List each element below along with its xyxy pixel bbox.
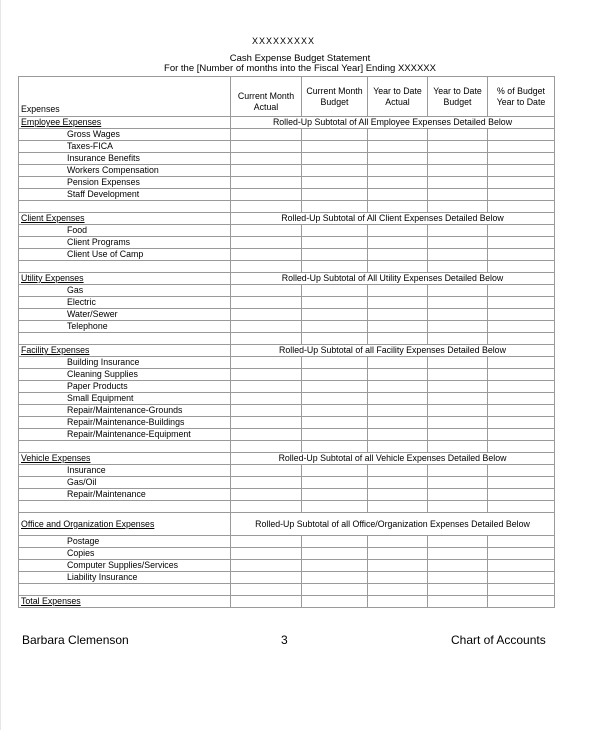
table-cell — [428, 129, 488, 141]
table-cell — [428, 201, 488, 213]
table-cell — [428, 189, 488, 201]
table-row — [19, 548, 555, 560]
spacer-row — [19, 501, 555, 513]
table-cell — [368, 321, 428, 333]
document-title: Cash Expense Budget Statement — [229, 53, 371, 64]
line-item-label: Staff Development — [19, 189, 231, 201]
line-item-label: Computer Supplies/Services — [19, 560, 231, 572]
table-cell — [368, 141, 428, 153]
table-cell — [368, 261, 428, 273]
line-item-label: Insurance Benefits — [19, 153, 231, 165]
table-cell — [368, 381, 428, 393]
table-cell — [428, 405, 488, 417]
line-item-label: Client Programs — [19, 237, 231, 249]
table-row — [19, 129, 555, 141]
table-cell — [488, 261, 555, 273]
table-cell — [302, 285, 368, 297]
table-cell — [231, 177, 302, 189]
table-cell — [19, 201, 231, 213]
table-cell — [231, 261, 302, 273]
table-cell — [302, 357, 368, 369]
table-row — [19, 357, 555, 369]
table-cell — [428, 141, 488, 153]
table-row — [19, 225, 555, 237]
table-cell — [19, 584, 231, 596]
table-cell — [428, 417, 488, 429]
table-cell — [428, 321, 488, 333]
table-row — [19, 153, 555, 165]
table-cell — [488, 441, 555, 453]
table-cell — [231, 596, 302, 608]
table-cell — [368, 165, 428, 177]
table-cell — [428, 165, 488, 177]
table-cell — [231, 129, 302, 141]
table-cell — [428, 369, 488, 381]
table-cell — [302, 297, 368, 309]
table-cell — [368, 489, 428, 501]
table-cell — [302, 129, 368, 141]
table-cell — [368, 465, 428, 477]
footer-author: Barbara Clemenson — [22, 633, 129, 647]
table-cell — [428, 441, 488, 453]
table-cell — [488, 285, 555, 297]
table-cell — [302, 321, 368, 333]
table-cell — [428, 261, 488, 273]
table-cell — [428, 465, 488, 477]
line-item-label: Insurance — [19, 465, 231, 477]
table-cell — [231, 309, 302, 321]
table-cell — [302, 141, 368, 153]
section-label: Facility Expenses — [19, 345, 231, 357]
table-cell — [428, 572, 488, 584]
line-item-label: Client Use of Camp — [19, 249, 231, 261]
table-cell — [428, 297, 488, 309]
table-cell — [368, 596, 428, 608]
col-header-ytd-actual: Year to Date Actual — [368, 77, 428, 117]
table-cell — [302, 201, 368, 213]
table-cell — [231, 225, 302, 237]
table-cell — [231, 560, 302, 572]
table-cell — [231, 405, 302, 417]
section-subtotal-note: Rolled-Up Subtotal of All Utility Expenses Detailed Below — [231, 273, 555, 285]
table-cell — [302, 261, 368, 273]
line-item-label: Gas — [19, 285, 231, 297]
table-cell — [488, 153, 555, 165]
table-cell — [488, 333, 555, 345]
table-cell — [488, 249, 555, 261]
section-label: Employee Expenses — [19, 117, 231, 129]
table-row — [19, 285, 555, 297]
table-cell — [302, 441, 368, 453]
table-cell — [231, 189, 302, 201]
table-cell — [428, 393, 488, 405]
line-item-label: Telephone — [19, 321, 231, 333]
table-cell — [302, 584, 368, 596]
table-cell — [231, 249, 302, 261]
table-cell — [231, 369, 302, 381]
table-cell — [368, 177, 428, 189]
section-subtotal-note: Rolled-Up Subtotal of all Vehicle Expenses Detailed Below — [231, 453, 555, 465]
table-cell — [488, 297, 555, 309]
table-cell — [19, 261, 231, 273]
table-row — [19, 405, 555, 417]
table-cell — [428, 285, 488, 297]
table-cell — [428, 357, 488, 369]
table-cell — [428, 237, 488, 249]
line-item-label: Workers Compensation — [19, 165, 231, 177]
table-row — [19, 381, 555, 393]
line-item-label: Water/Sewer — [19, 309, 231, 321]
table-cell — [231, 465, 302, 477]
table-cell — [368, 309, 428, 321]
table-row — [19, 297, 555, 309]
table-cell — [302, 369, 368, 381]
table-cell — [488, 189, 555, 201]
table-cell — [488, 477, 555, 489]
table-cell — [428, 225, 488, 237]
table-row — [19, 477, 555, 489]
section-subtotal-note: Rolled-Up Subtotal of All Client Expenses Detailed Below — [231, 213, 555, 225]
table-cell — [428, 333, 488, 345]
line-item-label: Paper Products — [19, 381, 231, 393]
table-cell — [302, 465, 368, 477]
table-cell — [231, 536, 302, 548]
col-header-expenses: Expenses — [19, 77, 231, 117]
line-item-label: Food — [19, 225, 231, 237]
section-label: Vehicle Expenses — [19, 453, 231, 465]
table-cell — [368, 477, 428, 489]
table-row — [19, 465, 555, 477]
table-cell — [368, 405, 428, 417]
footer-page-number: 3 — [281, 633, 288, 647]
table-cell — [488, 309, 555, 321]
table-cell — [368, 249, 428, 261]
line-item-label: Pension Expenses — [19, 177, 231, 189]
table-cell — [428, 153, 488, 165]
table-cell — [488, 405, 555, 417]
table-cell — [231, 357, 302, 369]
table-cell — [488, 417, 555, 429]
table-cell — [231, 429, 302, 441]
section-label: Client Expenses — [19, 213, 231, 225]
table-row — [19, 429, 555, 441]
table-cell — [488, 177, 555, 189]
col-header-pct-budget-ytd: % of Budget Year to Date — [488, 77, 555, 117]
table-cell — [488, 548, 555, 560]
spacer-row — [19, 201, 555, 213]
table-cell — [231, 501, 302, 513]
table-cell — [302, 333, 368, 345]
table-cell — [231, 393, 302, 405]
table-cell — [231, 285, 302, 297]
table-cell — [302, 189, 368, 201]
table-cell — [428, 249, 488, 261]
table-cell — [231, 141, 302, 153]
spacer-row — [19, 333, 555, 345]
section-header-row — [19, 117, 555, 129]
line-item-label: Electric — [19, 297, 231, 309]
table-cell — [428, 489, 488, 501]
table-cell — [302, 596, 368, 608]
table-cell — [231, 165, 302, 177]
table-row — [19, 393, 555, 405]
spacer-row — [19, 584, 555, 596]
section-subtotal-note: Rolled-Up Subtotal of All Employee Expenses Detailed Below — [231, 117, 555, 129]
table-cell — [488, 489, 555, 501]
table-cell — [231, 417, 302, 429]
table-cell — [302, 548, 368, 560]
table-cell — [19, 333, 231, 345]
section-header-row — [19, 513, 555, 536]
table-cell — [428, 536, 488, 548]
table-cell — [231, 441, 302, 453]
table-row — [19, 489, 555, 501]
table-cell — [488, 129, 555, 141]
table-cell — [231, 381, 302, 393]
col-header-current-month-budget: Current Month Budget — [302, 77, 368, 117]
col-header-ytd-budget: Year to Date Budget — [428, 77, 488, 117]
table-cell — [368, 501, 428, 513]
table-row — [19, 237, 555, 249]
table-cell — [302, 501, 368, 513]
table-cell — [368, 333, 428, 345]
line-item-label: Repair/Maintenance-Buildings — [19, 417, 231, 429]
table-row — [19, 572, 555, 584]
budget-table — [18, 76, 555, 608]
col-header-current-month-actual: Current Month Actual — [231, 77, 302, 117]
table-cell — [368, 201, 428, 213]
line-item-label: Gas/Oil — [19, 477, 231, 489]
table-cell — [368, 285, 428, 297]
table-cell — [368, 237, 428, 249]
table-cell — [302, 489, 368, 501]
table-cell — [231, 584, 302, 596]
table-cell — [368, 357, 428, 369]
table-cell — [231, 201, 302, 213]
line-item-label: Building Insurance — [19, 357, 231, 369]
table-cell — [488, 596, 555, 608]
table-cell — [302, 237, 368, 249]
table-cell — [368, 536, 428, 548]
table-cell — [488, 141, 555, 153]
table-row — [19, 309, 555, 321]
table-cell — [302, 429, 368, 441]
table-row — [19, 417, 555, 429]
section-header-row — [19, 345, 555, 357]
line-item-label: Taxes-FICA — [19, 141, 231, 153]
line-item-label: Copies — [19, 548, 231, 560]
table-cell — [302, 536, 368, 548]
table-cell — [302, 417, 368, 429]
table-row — [19, 141, 555, 153]
table-cell — [368, 297, 428, 309]
table-cell — [368, 560, 428, 572]
table-cell — [428, 177, 488, 189]
table-cell — [231, 489, 302, 501]
table-cell — [19, 441, 231, 453]
table-cell — [231, 297, 302, 309]
table-cell — [302, 249, 368, 261]
line-item-label: Postage — [19, 536, 231, 548]
table-cell — [488, 369, 555, 381]
table-cell — [231, 237, 302, 249]
table-cell — [488, 237, 555, 249]
table-row — [19, 369, 555, 381]
table-cell — [368, 584, 428, 596]
table-cell — [428, 501, 488, 513]
clipped-title: XXXXXXXXX — [252, 36, 316, 46]
table-cell — [231, 321, 302, 333]
table-cell — [488, 429, 555, 441]
table-cell — [231, 153, 302, 165]
table-cell — [488, 381, 555, 393]
table-cell — [302, 225, 368, 237]
line-item-label: Repair/Maintenance-Grounds — [19, 405, 231, 417]
table-cell — [488, 201, 555, 213]
table-cell — [231, 548, 302, 560]
table-cell — [302, 177, 368, 189]
table-cell — [428, 381, 488, 393]
table-cell — [302, 572, 368, 584]
table-cell — [368, 225, 428, 237]
total-label: Total Expenses — [19, 596, 231, 608]
table-cell — [231, 333, 302, 345]
table-cell — [368, 429, 428, 441]
table-cell — [302, 309, 368, 321]
table-cell — [302, 153, 368, 165]
header-row — [19, 77, 555, 117]
line-item-label: Repair/Maintenance — [19, 489, 231, 501]
table-row — [19, 189, 555, 201]
section-subtotal-note: Rolled-Up Subtotal of all Office/Organization Expenses Detailed Below — [231, 513, 555, 536]
table-row — [19, 177, 555, 189]
table-cell — [302, 405, 368, 417]
table-row — [19, 321, 555, 333]
table-row — [19, 165, 555, 177]
table-cell — [488, 393, 555, 405]
table-cell — [488, 321, 555, 333]
table-cell — [428, 596, 488, 608]
line-item-label: Small Equipment — [19, 393, 231, 405]
section-subtotal-note: Rolled-Up Subtotal of all Facility Expenses Detailed Below — [231, 345, 555, 357]
total-row — [19, 596, 555, 608]
table-row — [19, 536, 555, 548]
budget-body — [19, 117, 555, 608]
table-cell — [368, 548, 428, 560]
spacer-row — [19, 441, 555, 453]
line-item-label: Cleaning Supplies — [19, 369, 231, 381]
table-cell — [488, 501, 555, 513]
table-cell — [368, 369, 428, 381]
table-cell — [19, 501, 231, 513]
table-cell — [488, 465, 555, 477]
document-subtitle: For the [Number of months into the Fiscal Year] Ending XXXXXX — [164, 63, 436, 74]
section-header-row — [19, 213, 555, 225]
section-label: Office and Organization Expenses — [19, 513, 231, 536]
table-cell — [428, 548, 488, 560]
table-cell — [368, 189, 428, 201]
table-cell — [428, 309, 488, 321]
table-cell — [428, 560, 488, 572]
line-item-label: Repair/Maintenance-Equipment — [19, 429, 231, 441]
line-item-label: Gross Wages — [19, 129, 231, 141]
table-cell — [368, 393, 428, 405]
table-cell — [302, 477, 368, 489]
table-cell — [488, 357, 555, 369]
table-cell — [428, 584, 488, 596]
table-cell — [302, 381, 368, 393]
table-cell — [488, 536, 555, 548]
table-cell — [302, 165, 368, 177]
spacer-row — [19, 261, 555, 273]
section-header-row — [19, 453, 555, 465]
table-cell — [488, 225, 555, 237]
table-cell — [368, 417, 428, 429]
table-cell — [428, 477, 488, 489]
table-cell — [488, 560, 555, 572]
section-header-row — [19, 273, 555, 285]
table-row — [19, 249, 555, 261]
table-cell — [231, 572, 302, 584]
footer-doc-name: Chart of Accounts — [451, 633, 546, 647]
table-row — [19, 560, 555, 572]
line-item-label: Liability Insurance — [19, 572, 231, 584]
table-cell — [488, 165, 555, 177]
table-cell — [428, 429, 488, 441]
table-cell — [302, 560, 368, 572]
table-cell — [368, 572, 428, 584]
table-cell — [231, 477, 302, 489]
table-cell — [368, 441, 428, 453]
section-label: Utility Expenses — [19, 273, 231, 285]
table-cell — [302, 393, 368, 405]
table-cell — [368, 153, 428, 165]
table-cell — [368, 129, 428, 141]
table-cell — [488, 572, 555, 584]
table-cell — [488, 584, 555, 596]
